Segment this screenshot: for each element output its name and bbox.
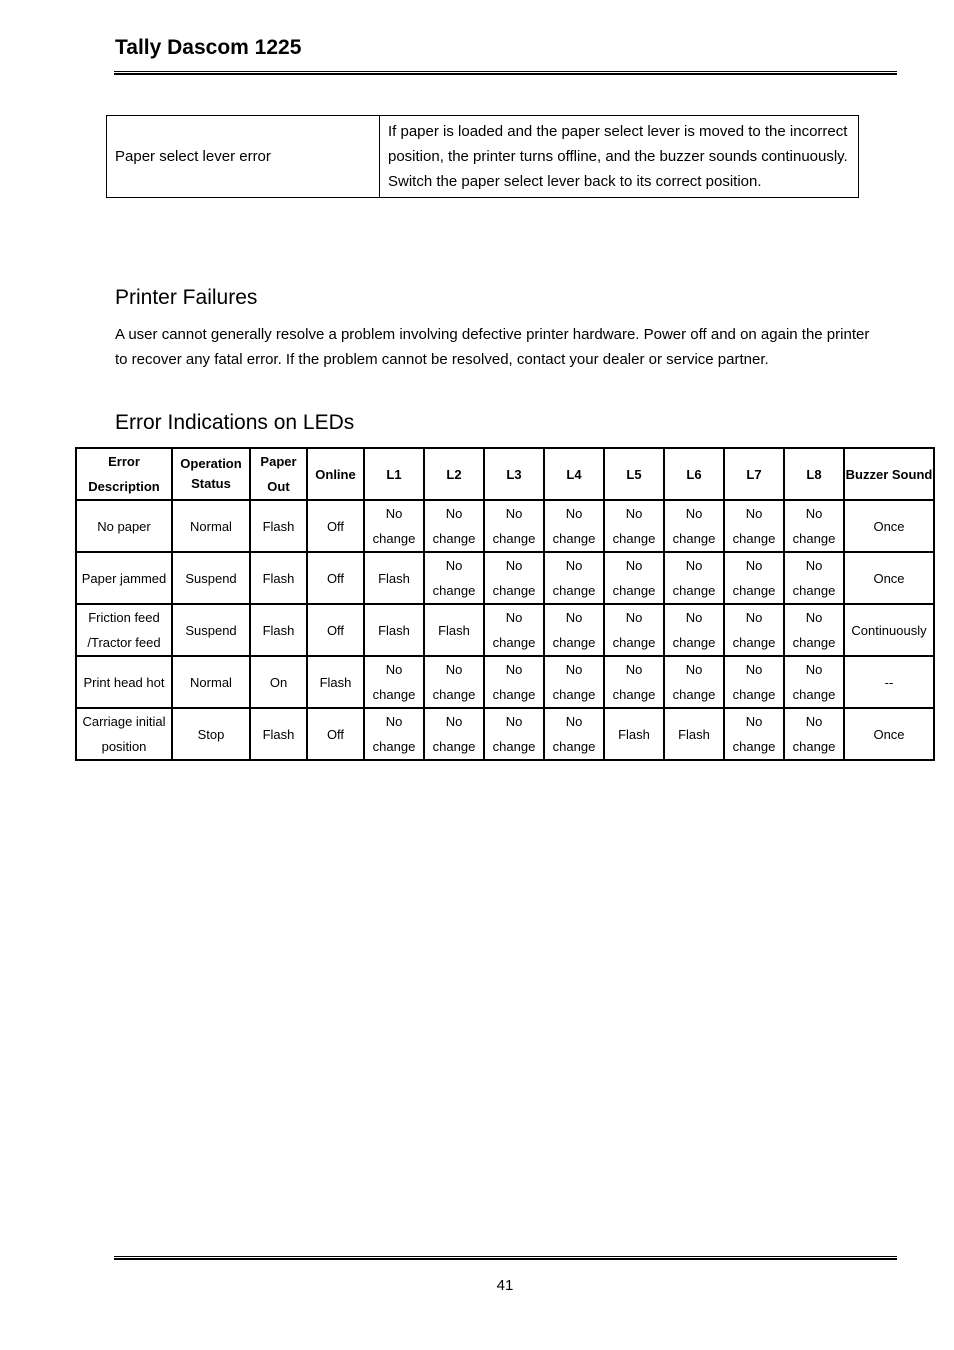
cell-l7: No change	[724, 500, 784, 552]
cell-l4: No change	[544, 500, 604, 552]
cell-l5: No change	[604, 656, 664, 708]
cell-l5: Flash	[604, 708, 664, 760]
cell-l2: Flash	[424, 604, 484, 656]
cell-l3: No change	[484, 656, 544, 708]
table-row	[76, 656, 934, 708]
cell-l1: No change	[364, 500, 424, 552]
cell-buzzer: Once	[844, 708, 934, 760]
cell-l4: No change	[544, 604, 604, 656]
cell-l7: No change	[724, 552, 784, 604]
col-buzzer-sound: Buzzer Sound	[844, 448, 934, 500]
col-error-description: Error Description	[76, 448, 172, 500]
cell-paper: Flash	[250, 708, 307, 760]
cell-desc: Print head hot	[76, 656, 172, 708]
table-header-row	[76, 448, 934, 500]
cell-l6: Flash	[664, 708, 724, 760]
cell-l1: No change	[364, 708, 424, 760]
led-table	[75, 447, 935, 761]
table-row	[76, 500, 934, 552]
cell-l6: No change	[664, 500, 724, 552]
cell-l7: No change	[724, 656, 784, 708]
page-number: 41	[496, 1277, 514, 1294]
col-l7: L7	[724, 448, 784, 500]
col-l4: L4	[544, 448, 604, 500]
cell-l8: No change	[784, 552, 844, 604]
cell-desc: Friction feed /Tractor feed	[76, 604, 172, 656]
table-row	[76, 604, 934, 656]
cell-paper: Flash	[250, 552, 307, 604]
col-l1: L1	[364, 448, 424, 500]
cell-l2: No change	[424, 656, 484, 708]
cell-l2: No change	[424, 552, 484, 604]
cell-paper: Flash	[250, 500, 307, 552]
col-l6: L6	[664, 448, 724, 500]
cell-l2: No change	[424, 708, 484, 760]
table-row	[76, 708, 934, 760]
cell-desc: Paper jammed	[76, 552, 172, 604]
cell-online: Off	[307, 708, 364, 760]
cell-l7: No change	[724, 708, 784, 760]
printer-failures-heading: Printer Failures	[115, 286, 258, 309]
cell-l6: No change	[664, 656, 724, 708]
cell-l5: No change	[604, 604, 664, 656]
cell-online: Off	[307, 552, 364, 604]
cell-status: Normal	[172, 656, 250, 708]
cell-l6: No change	[664, 552, 724, 604]
cell-status: Suspend	[172, 552, 250, 604]
cell-l4: No change	[544, 656, 604, 708]
cell-status: Stop	[172, 708, 250, 760]
cell-status: Suspend	[172, 604, 250, 656]
cell-desc: Carriage initial position	[76, 708, 172, 760]
cell-l1: Flash	[364, 552, 424, 604]
cell-buzzer: --	[844, 656, 934, 708]
footer-rule	[114, 1256, 897, 1260]
cell-l8: No change	[784, 708, 844, 760]
col-l3: L3	[484, 448, 544, 500]
error-table	[106, 115, 859, 198]
cell-l3: No change	[484, 708, 544, 760]
cell-l8: No change	[784, 604, 844, 656]
cell-buzzer: Once	[844, 500, 934, 552]
table-row	[76, 552, 934, 604]
cell-l1: Flash	[364, 604, 424, 656]
cell-desc: No paper	[76, 500, 172, 552]
col-l2: L2	[424, 448, 484, 500]
led-indications-heading: Error Indications on LEDs	[115, 411, 355, 434]
col-online: Online	[307, 448, 364, 500]
col-l8: L8	[784, 448, 844, 500]
cell-l4: No change	[544, 552, 604, 604]
cell-l3: No change	[484, 552, 544, 604]
cell-l8: No change	[784, 500, 844, 552]
cell-l8: No change	[784, 656, 844, 708]
page-header-title: Tally Dascom 1225	[115, 36, 302, 59]
table-row	[107, 116, 859, 198]
cell-paper: Flash	[250, 604, 307, 656]
error-description: If paper is loaded and the paper select lever is moved to the incorrect position, the printer turns offline, and the buzzer sounds continuously. Switch the paper select lever back to its correct position.	[380, 116, 859, 198]
cell-buzzer: Continuously	[844, 604, 934, 656]
cell-l5: No change	[604, 552, 664, 604]
cell-l3: No change	[484, 604, 544, 656]
error-name: Paper select lever error	[107, 116, 380, 198]
cell-l2: No change	[424, 500, 484, 552]
cell-l6: No change	[664, 604, 724, 656]
col-paper-out: Paper Out	[250, 448, 307, 500]
cell-l7: No change	[724, 604, 784, 656]
cell-paper: On	[250, 656, 307, 708]
cell-status: Normal	[172, 500, 250, 552]
printer-failures-text: A user cannot generally resolve a problem involving defective printer hardware. Power off and on again the printer to recover any fatal error. If the problem cannot be resolved, contact your dealer or service partner.	[115, 326, 870, 368]
cell-l1: No change	[364, 656, 424, 708]
cell-l5: No change	[604, 500, 664, 552]
header-rule	[114, 71, 897, 75]
col-l5: L5	[604, 448, 664, 500]
cell-l3: No change	[484, 500, 544, 552]
col-operation-status: Operation Status	[172, 448, 250, 500]
cell-online: Off	[307, 604, 364, 656]
cell-online: Flash	[307, 656, 364, 708]
cell-buzzer: Once	[844, 552, 934, 604]
cell-l4: No change	[544, 708, 604, 760]
cell-online: Off	[307, 500, 364, 552]
